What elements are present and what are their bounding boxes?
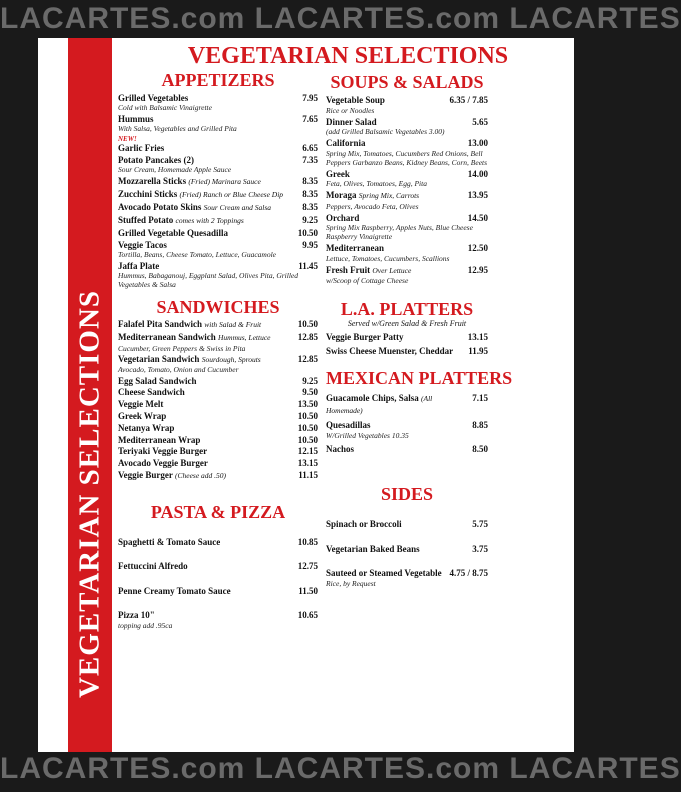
item-name (326, 393, 468, 416)
item-name (326, 190, 419, 202)
menu-item-row (118, 93, 318, 104)
menu-item (118, 228, 318, 239)
menu-item-row (118, 376, 318, 387)
menu-item-row (118, 423, 318, 434)
menu-item-row (118, 332, 318, 344)
menu-item (118, 411, 318, 422)
menu-item (326, 243, 488, 263)
item-name (326, 117, 377, 128)
item-price: 8.35 (302, 175, 318, 186)
menu-item (326, 544, 488, 555)
item-price: 8.35 (302, 188, 318, 199)
item-price: 12.95 (467, 264, 488, 275)
menu-item (118, 189, 318, 201)
menu-item-row (118, 561, 318, 572)
item-name-text: Vegetarian Sandwich (118, 353, 200, 364)
menu-item (326, 117, 488, 137)
menu-item (326, 190, 488, 211)
item-price: 7.35 (302, 154, 318, 165)
item-price: 4.75 / 8.75 (449, 568, 488, 578)
item-description: (add Grilled Balsamic Vegetables 3.00) (326, 127, 445, 136)
item-name-text: Veggie Tacos (118, 239, 167, 250)
menu-item (118, 261, 318, 290)
menu-item (118, 387, 318, 398)
watermark-top: LACARTES.com LACARTES.com LACARTES (0, 2, 681, 35)
item-name (118, 446, 207, 457)
menu-item-row (118, 261, 318, 272)
menu-item-row (326, 544, 488, 555)
menu-item (326, 265, 488, 286)
menu-item (326, 393, 488, 416)
item-price: 7.15 (472, 393, 488, 403)
menu-item (326, 444, 488, 455)
item-description: Tortilla, Beans, Cheese Tomato, Lettuce, Guacamole (118, 250, 276, 259)
item-description: w/Scoop of Cottage Cheese (326, 276, 409, 285)
item-name-text: Hummus (118, 113, 154, 124)
menu-item-row (326, 243, 488, 254)
menu-item (326, 169, 488, 189)
item-name-text: Grilled Vegetables (118, 92, 189, 103)
item-name (118, 376, 197, 387)
item-description: Cold with Balsamic Vinaigrette (118, 103, 212, 112)
item-name (118, 435, 200, 446)
menu-item (118, 93, 318, 113)
item-name-text: Fresh Fruit (326, 264, 371, 275)
item-name-text: Jaffa Plate (118, 260, 160, 271)
item-price: 5.65 (472, 116, 488, 127)
item-name-text: Fettuccini Alfredo (118, 561, 188, 572)
item-name-text: Dinner Salad (326, 116, 377, 127)
item-name (326, 346, 453, 357)
item-price: 11.45 (298, 260, 318, 271)
section-pasta (118, 502, 318, 630)
menu-item-row (118, 354, 318, 366)
menu-item (326, 332, 488, 343)
menu-item (118, 354, 318, 375)
menu-item (118, 376, 318, 387)
item-name (326, 138, 366, 149)
item-name (118, 319, 261, 331)
item-price: 10.50 (297, 411, 318, 422)
item-name-text: Garlic Fries (118, 142, 165, 153)
item-name-text: Pizza 10" (118, 610, 155, 621)
item-name (326, 265, 411, 277)
item-name (326, 444, 354, 455)
menu-item (118, 537, 318, 548)
menu-item-row (118, 202, 318, 214)
item-inline-description: comes with 2 Toppings (175, 215, 244, 225)
item-name-text: Guacamole Chips, Salsa (326, 393, 419, 403)
item-name (118, 610, 155, 621)
item-description: Feta, Olives, Tomatoes, Egg, Pita (326, 179, 427, 188)
item-name-text: Mediterranean Sandwich (118, 332, 216, 343)
menu-item (118, 176, 318, 188)
item-name (118, 470, 226, 482)
menu-item-row (118, 458, 318, 469)
item-inline-description: Hummus, Lettuce (218, 333, 271, 343)
section-title: SANDWICHES (156, 297, 280, 317)
menu-item (118, 114, 318, 134)
item-price: 8.50 (472, 443, 488, 454)
item-price: 12.85 (297, 353, 318, 364)
menu-item-row (118, 586, 318, 597)
item-price: 12.15 (297, 446, 318, 457)
item-name-text: Swiss Cheese Muenster, Cheddar (326, 345, 454, 356)
menu-item-row (118, 155, 318, 166)
item-description: Sour Cream, Homemade Apple Sauce (118, 165, 232, 174)
item-price: 10.50 (297, 422, 318, 433)
menu-item (118, 215, 318, 227)
menu-item-row (118, 240, 318, 251)
item-name (118, 202, 271, 214)
item-price: 12.85 (297, 332, 318, 343)
item-name-text: Teriyaki Veggie Burger (118, 446, 208, 457)
menu-item (118, 423, 318, 434)
menu-item-row (118, 215, 318, 227)
item-name-text: Sauteed or Steamed Vegetable (326, 568, 442, 578)
item-name (118, 411, 166, 422)
menu-item-row (118, 470, 318, 482)
item-price: 10.50 (297, 319, 318, 330)
item-name-text: Mozzarella Sticks (118, 175, 187, 186)
item-name (326, 544, 420, 555)
item-price: 10.50 (297, 434, 318, 445)
item-price: 7.65 (302, 113, 318, 124)
menu-item-row (118, 399, 318, 410)
item-name-text: Zucchini Sticks (118, 188, 178, 199)
menu-item (118, 135, 318, 154)
item-description: Hummus, Babaganouj, Eggplant Salad, Olives Pita, Grilled Vegetables & Salsa (118, 271, 298, 289)
section-note: Served w/Green Salad & Fresh Fruit (347, 319, 467, 328)
item-inline-description: Over Lettuce (372, 265, 412, 275)
item-name-text: Avocado Potato Skins (118, 201, 202, 212)
item-name (118, 189, 283, 201)
item-price: 7.95 (302, 92, 318, 103)
menu-item-row (118, 387, 318, 398)
menu-item-row (326, 95, 488, 106)
section-appetizers (118, 70, 318, 289)
item-description: Peppers, Avocado Feta, Olives (326, 201, 419, 211)
menu-item (118, 561, 318, 572)
menu-item (118, 610, 318, 630)
menu-page (38, 38, 574, 752)
item-name-text: Penne Creamy Tomato Sauce (118, 585, 231, 596)
menu-item-row (118, 228, 318, 239)
item-price: 11.95 (468, 345, 488, 356)
menu-item (326, 420, 488, 440)
item-name (118, 143, 164, 154)
item-inline-description: (Fried) Marinara Sauce (188, 176, 261, 186)
item-name (118, 228, 228, 239)
item-name (118, 261, 159, 272)
section-title: APPETIZERS (161, 70, 275, 90)
menu-item (118, 446, 318, 457)
item-price: 9.25 (302, 214, 318, 225)
item-name (118, 354, 261, 366)
item-price: 10.50 (297, 227, 318, 238)
menu-item-row (118, 610, 318, 621)
item-price: 10.85 (297, 536, 318, 547)
menu-item-row (326, 138, 488, 149)
item-name (118, 537, 220, 548)
item-name-text: California (326, 138, 366, 148)
section-title: SIDES (380, 484, 434, 504)
page-title: VEGETARIAN SELECTIONS (187, 43, 509, 69)
menu-item-row (118, 143, 318, 154)
menu-item (118, 332, 318, 353)
menu-item (326, 213, 488, 242)
section-title: L.A. PLATTERS (340, 299, 474, 319)
item-price: 8.85 (472, 420, 488, 430)
section-sides (326, 484, 488, 588)
item-name-text: Avocado Veggie Burger (118, 458, 208, 469)
item-name (118, 423, 174, 434)
menu-item (118, 435, 318, 446)
item-name-text: Falafel Pita Sandwich (118, 319, 203, 330)
item-description: W/Grilled Vegetables 10.35 (326, 430, 409, 440)
item-price: 10.65 (297, 610, 318, 621)
item-inline-description: (All Homemade) (326, 394, 433, 415)
item-price: 9.25 (302, 375, 318, 386)
menu-item (118, 586, 318, 597)
item-name-text: Mediterranean (326, 243, 384, 253)
item-inline-description: (Cheese add .50) (175, 471, 227, 481)
menu-item (118, 458, 318, 469)
menu-item (326, 346, 488, 357)
item-name (118, 561, 188, 572)
section-title: MEXICAN PLATTERS (326, 368, 513, 388)
item-name (326, 420, 371, 431)
menu-item-row (118, 411, 318, 422)
menu-item-row (118, 435, 318, 446)
menu-item-row (326, 393, 488, 416)
item-name (118, 332, 271, 344)
menu-item (118, 240, 318, 260)
item-name (326, 95, 385, 106)
item-name (326, 568, 442, 579)
section-platters (326, 299, 488, 356)
item-price: 14.00 (467, 168, 488, 179)
left-column (118, 70, 318, 630)
item-name-text: Spaghetti & Tomato Sauce (118, 536, 221, 547)
menu-item (118, 470, 318, 482)
item-name-text: Greek (326, 168, 350, 179)
item-price: 8.35 (302, 201, 318, 212)
item-price: 13.95 (467, 190, 488, 200)
item-name-text: Orchard (326, 212, 360, 223)
item-description: Cucumber, Green Peppers & Swiss in Pita (118, 343, 246, 353)
item-price: 6.35 / 7.85 (449, 95, 488, 105)
right-column (326, 72, 513, 588)
menu-item-row (326, 332, 488, 343)
menu-item (118, 155, 318, 175)
item-name (118, 387, 185, 398)
section-mexican (326, 368, 513, 454)
item-name-text: Veggie Burger Patty (326, 331, 404, 342)
item-name (326, 169, 350, 180)
item-name-text: Stuffed Potato (118, 214, 174, 225)
section-title: PASTA & PIZZA (150, 501, 286, 522)
section-title: SOUPS & SALADS (330, 72, 484, 92)
menu-item-row (118, 114, 318, 125)
item-price: 3.75 (472, 543, 488, 554)
item-name-text: Veggie Burger (118, 470, 173, 481)
menu-item (326, 95, 488, 115)
menu-item-row (326, 213, 488, 224)
item-price: 13.00 (467, 138, 488, 148)
item-description: Spring Mix, Tomatoes, Cucumbers Red Onions, Bell Peppers Garbanzo Beans, Kidney Beans, Corn, Beets (326, 148, 488, 167)
section-sandwiches (118, 297, 318, 482)
item-price: 13.15 (467, 331, 488, 342)
item-description: Avocado, Tomato, Onion and Cucumber (118, 365, 239, 375)
menu-item-row (326, 444, 488, 455)
menu-item (326, 568, 488, 588)
item-name-text: Vegetable Soup (326, 95, 385, 105)
menu-item-row (118, 189, 318, 201)
menu-item-row (326, 190, 488, 202)
item-name-text: Greek Wrap (118, 411, 167, 422)
menu-item-row (326, 568, 488, 579)
item-price: 9.95 (302, 239, 318, 250)
section-soups (326, 72, 488, 285)
item-name-text: Moraga (326, 190, 357, 200)
item-description: Rice, by Request (326, 578, 376, 588)
item-name (118, 114, 154, 125)
item-inline-description: (Fried) Ranch or Blue Cheese Dip (179, 189, 284, 199)
menu-item (118, 319, 318, 331)
item-inline-description: Sourdough, Sprouts (201, 354, 261, 364)
item-name-text: Nachos (326, 443, 355, 454)
item-name-text: Spinach or Broccoli (326, 519, 402, 529)
item-price: 13.50 (297, 399, 318, 410)
item-name (326, 213, 359, 224)
item-name-text: Veggie Melt (118, 399, 164, 410)
item-inline-description: Sour Cream and Salsa (203, 202, 272, 212)
item-name (118, 586, 231, 597)
item-price: 12.75 (297, 561, 318, 572)
watermark-bottom: LACARTES.com LACARTES.com LACARTES (0, 752, 681, 785)
item-description: topping add .95ca (118, 620, 173, 630)
menu-item-row (326, 117, 488, 128)
menu-item (326, 519, 488, 530)
item-name (326, 243, 384, 254)
menu-item-row (118, 176, 318, 188)
menu-item (118, 399, 318, 410)
menu-item-row (326, 346, 488, 357)
item-name (118, 215, 244, 227)
item-name (118, 240, 167, 251)
menu-item-row (326, 169, 488, 180)
item-name-text: Egg Salad Sandwich (118, 375, 197, 386)
menu-item (326, 138, 488, 167)
item-name-text: Cheese Sandwich (118, 387, 185, 398)
item-name (326, 332, 403, 343)
item-price: 11.15 (298, 470, 318, 481)
item-name-text: Quesadillas (326, 420, 371, 430)
menu-item-row (118, 446, 318, 457)
side-banner-title: VEGETARIAN SELECTIONS (73, 289, 106, 699)
item-price: 11.50 (298, 585, 318, 596)
item-name (118, 176, 261, 188)
item-name-text: Netanya Wrap (118, 422, 175, 433)
menu-item-row (326, 420, 488, 431)
menu-item (118, 202, 318, 214)
menu-item-row (326, 519, 488, 530)
item-description: Rice or Noodles (326, 105, 375, 115)
menu-item-row (118, 319, 318, 331)
item-name (118, 93, 188, 104)
item-name (326, 519, 402, 530)
item-description: Spring Mix Raspberry, Apples Nuts, Blue Cheese Raspberry Vinaigrette (326, 223, 473, 241)
item-inline-description: Spring Mix, Carrots (358, 191, 420, 200)
item-price: 6.65 (302, 142, 318, 153)
item-name (118, 458, 208, 469)
item-name-text: Vegetarian Baked Beans (326, 543, 420, 554)
item-name-text: Potato Pancakes (2) (118, 154, 194, 165)
item-inline-description: with Salad & Fruit (204, 320, 262, 330)
item-price: 13.15 (297, 458, 318, 469)
item-description: Lettuce, Tomatoes, Cucumbers, Scallions (326, 253, 450, 263)
item-name (118, 155, 194, 166)
item-price: 9.50 (302, 387, 318, 398)
item-price: 5.75 (472, 519, 488, 529)
item-price: 12.50 (467, 243, 488, 253)
menu-item-row (326, 265, 488, 277)
new-badge: NEW! (118, 134, 137, 143)
item-price: 14.50 (467, 212, 488, 223)
item-name (118, 399, 163, 410)
item-name-text: Mediterranean Wrap (118, 434, 201, 445)
item-description: With Salsa, Vegetables and Grilled Pita (118, 124, 237, 133)
menu-item-row (118, 537, 318, 548)
item-name-text: Grilled Vegetable Quesadilla (118, 227, 229, 238)
